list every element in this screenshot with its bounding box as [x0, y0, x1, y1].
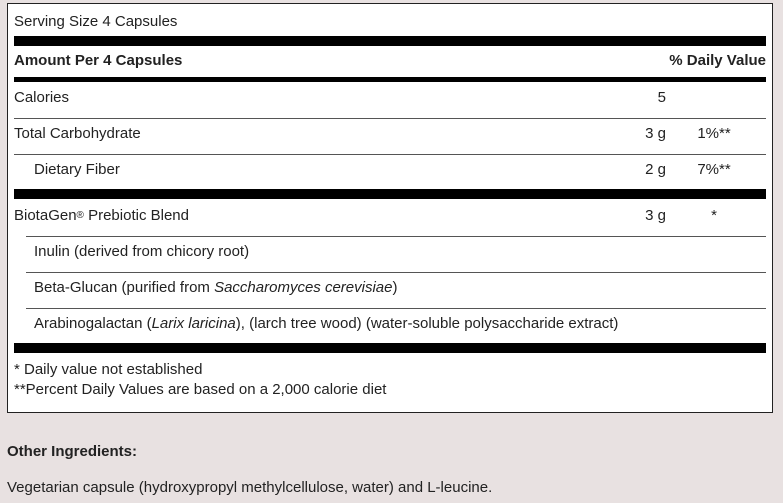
footnote-daily-value: * Daily value not established	[14, 361, 203, 378]
registered-mark: ®	[76, 210, 84, 221]
daily-value-heading: % Daily Value	[669, 52, 766, 69]
divider-medium	[14, 77, 766, 82]
footnote-percent: **Percent Daily Values are based on a 2,000 calorie diet	[14, 381, 387, 398]
beta-glucan-row: Beta-Glucan (purified from Saccharomyces cerevisiae)	[34, 279, 398, 296]
carbohydrate-label: Total Carbohydrate	[14, 125, 141, 142]
amount-per-heading: Amount Per 4 Capsules	[14, 52, 183, 69]
calories-row	[14, 89, 766, 107]
supplement-facts-panel	[7, 3, 773, 413]
serving-size: Serving Size 4 Capsules	[14, 13, 178, 30]
carbohydrate-dv: 1%**	[697, 125, 731, 142]
carbohydrate-amount: 3 g	[645, 125, 666, 142]
fiber-label: Dietary Fiber	[34, 161, 120, 178]
divider-thin	[14, 154, 766, 155]
divider-thin	[14, 118, 766, 119]
blend-label: BiotaGen® Prebiotic Blend	[14, 207, 189, 224]
other-ingredients-text: Vegetarian capsule (hydroxypropyl methylcellulose, water) and L-leucine.	[7, 479, 493, 496]
divider-indent	[26, 272, 766, 273]
divider-indent	[26, 308, 766, 309]
blend-row	[14, 207, 766, 225]
blend-dv: *	[711, 207, 717, 224]
divider-thick	[14, 189, 766, 199]
fiber-row	[14, 161, 766, 179]
other-ingredients-title: Other Ingredients:	[7, 443, 138, 460]
calories-amount: 5	[657, 89, 666, 106]
divider-indent	[26, 236, 766, 237]
species-name: Larix laricina	[151, 315, 236, 332]
carbohydrate-row	[14, 125, 766, 143]
fiber-amount: 2 g	[645, 161, 666, 178]
arabinogalactan-row: Arabinogalactan (Larix laricina), (larch tree wood) (water-soluble polysaccharide extract)	[34, 315, 619, 332]
species-name: Saccharomyces cerevisiae	[214, 279, 393, 296]
divider-thick	[14, 36, 766, 46]
table-header	[14, 52, 766, 70]
fiber-dv: 7%**	[697, 161, 731, 178]
inulin-row: Inulin (derived from chicory root)	[34, 243, 250, 260]
calories-label: Calories	[14, 89, 70, 106]
divider-thick	[14, 343, 766, 353]
blend-amount: 3 g	[645, 207, 666, 224]
